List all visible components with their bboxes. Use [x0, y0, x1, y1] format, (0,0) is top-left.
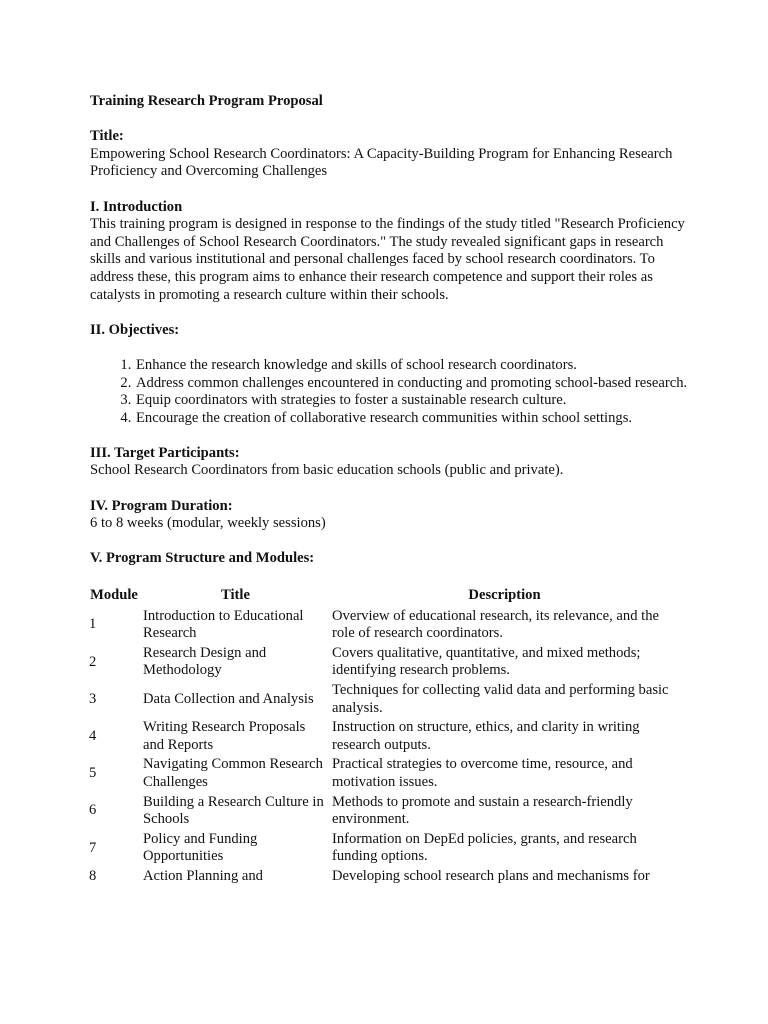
module-description: Developing school research plans and mechanisms for — [332, 867, 650, 884]
module-description: Practical strategies to overcome time, resource, and motivation issues. — [332, 756, 633, 790]
module-title: Action Planning and — [143, 867, 263, 884]
program-structure-heading: V. Program Structure and Modules: — [90, 550, 315, 567]
target-participants-heading: III. Target Participants: — [90, 444, 240, 461]
program-duration-section — [90, 498, 690, 533]
module-title: Research Design and Methodology — [143, 644, 267, 679]
module-description: Methods to promote and sustain a research-friendly environment. — [332, 793, 633, 828]
module-title: Data Collection and Analysis — [143, 690, 314, 707]
introduction-text: This training program is designed in response to the findings of the study titled "Research Proficiency and Challenges of School Research Coordinators." The study revealed significant gaps in research skills and various institutional and personal challenges faced by school research coordinators. To address these, this program aims to enhance their research competence and support their roles as catalysts in promoting a research culture within their schools. — [90, 216, 685, 303]
module-number: 3 — [89, 690, 97, 707]
module-number: 7 — [89, 839, 97, 856]
table-row — [87, 681, 679, 718]
module-description: Covers qualitative, quantitative, and mixed methods; identifying research problems. — [332, 644, 641, 679]
objective-item: 4. Encourage the creation of collaborative research communities within school settings. — [135, 410, 690, 428]
module-title: Navigating Common Research Challenges — [143, 756, 323, 790]
module-title: Policy and Funding Opportunities — [143, 830, 258, 865]
column-header-title: Title — [221, 587, 250, 604]
program-duration-text: 6 to 8 weeks (modular, weekly sessions) — [90, 515, 326, 532]
module-description: Overview of educational research, its relevance, and the role of research coordinators. — [332, 607, 659, 642]
objective-item: 2. Address common challenges encountered in conducting and promoting school-based research. — [135, 375, 690, 393]
module-title: Building a Research Culture in Schools — [143, 793, 324, 828]
program-duration-heading: IV. Program Duration: — [90, 497, 233, 514]
column-header-module: Module — [90, 587, 138, 604]
table-row — [87, 718, 679, 755]
table-row — [87, 755, 679, 792]
table-row — [87, 830, 679, 867]
module-title: Writing Research Proposals and Reports — [143, 719, 306, 753]
table-row — [87, 644, 679, 681]
program-title-section — [90, 128, 690, 181]
module-number: 8 — [89, 867, 97, 884]
introduction-section — [90, 199, 690, 305]
table-row — [87, 793, 679, 830]
module-title: Introduction to Educational Research — [143, 607, 304, 642]
modules-table — [87, 587, 679, 887]
table-row — [87, 867, 679, 887]
target-participants-section — [90, 445, 690, 480]
program-title-label: Title: — [90, 128, 124, 145]
module-number: 1 — [89, 616, 97, 633]
program-structure-section — [90, 550, 690, 886]
objective-item: 3. Equip coordinators with strategies to foster a sustainable research culture. — [135, 392, 690, 410]
objectives-heading: II. Objectives: — [90, 321, 180, 338]
module-number: 2 — [89, 653, 97, 670]
document-page — [90, 93, 690, 887]
module-description: Information on DepEd policies, grants, and research funding options. — [332, 830, 637, 865]
table-row — [87, 607, 679, 644]
target-participants-text: School Research Coordinators from basic education schools (public and private). — [90, 462, 564, 479]
module-number: 5 — [89, 765, 97, 782]
column-header-description: Description — [468, 587, 541, 604]
module-number: 6 — [89, 802, 97, 819]
program-title-text: Empowering School Research Coordinators: A Capacity-Building Program for Enhancing Research Proficiency and Overcoming Challenges — [90, 145, 673, 180]
objectives-section — [90, 322, 690, 428]
introduction-heading: I. Introduction — [90, 198, 183, 215]
module-description: Instruction on structure, ethics, and clarity in writing research outputs. — [332, 719, 640, 753]
objective-item: 1. Enhance the research knowledge and skills of school research coordinators. — [135, 357, 690, 375]
document-title: Training Research Program Proposal — [90, 93, 323, 109]
objectives-list — [90, 357, 690, 427]
module-description: Techniques for collecting valid data and performing basic analysis. — [332, 682, 669, 716]
module-number: 4 — [89, 727, 97, 744]
table-header-row — [87, 587, 679, 607]
